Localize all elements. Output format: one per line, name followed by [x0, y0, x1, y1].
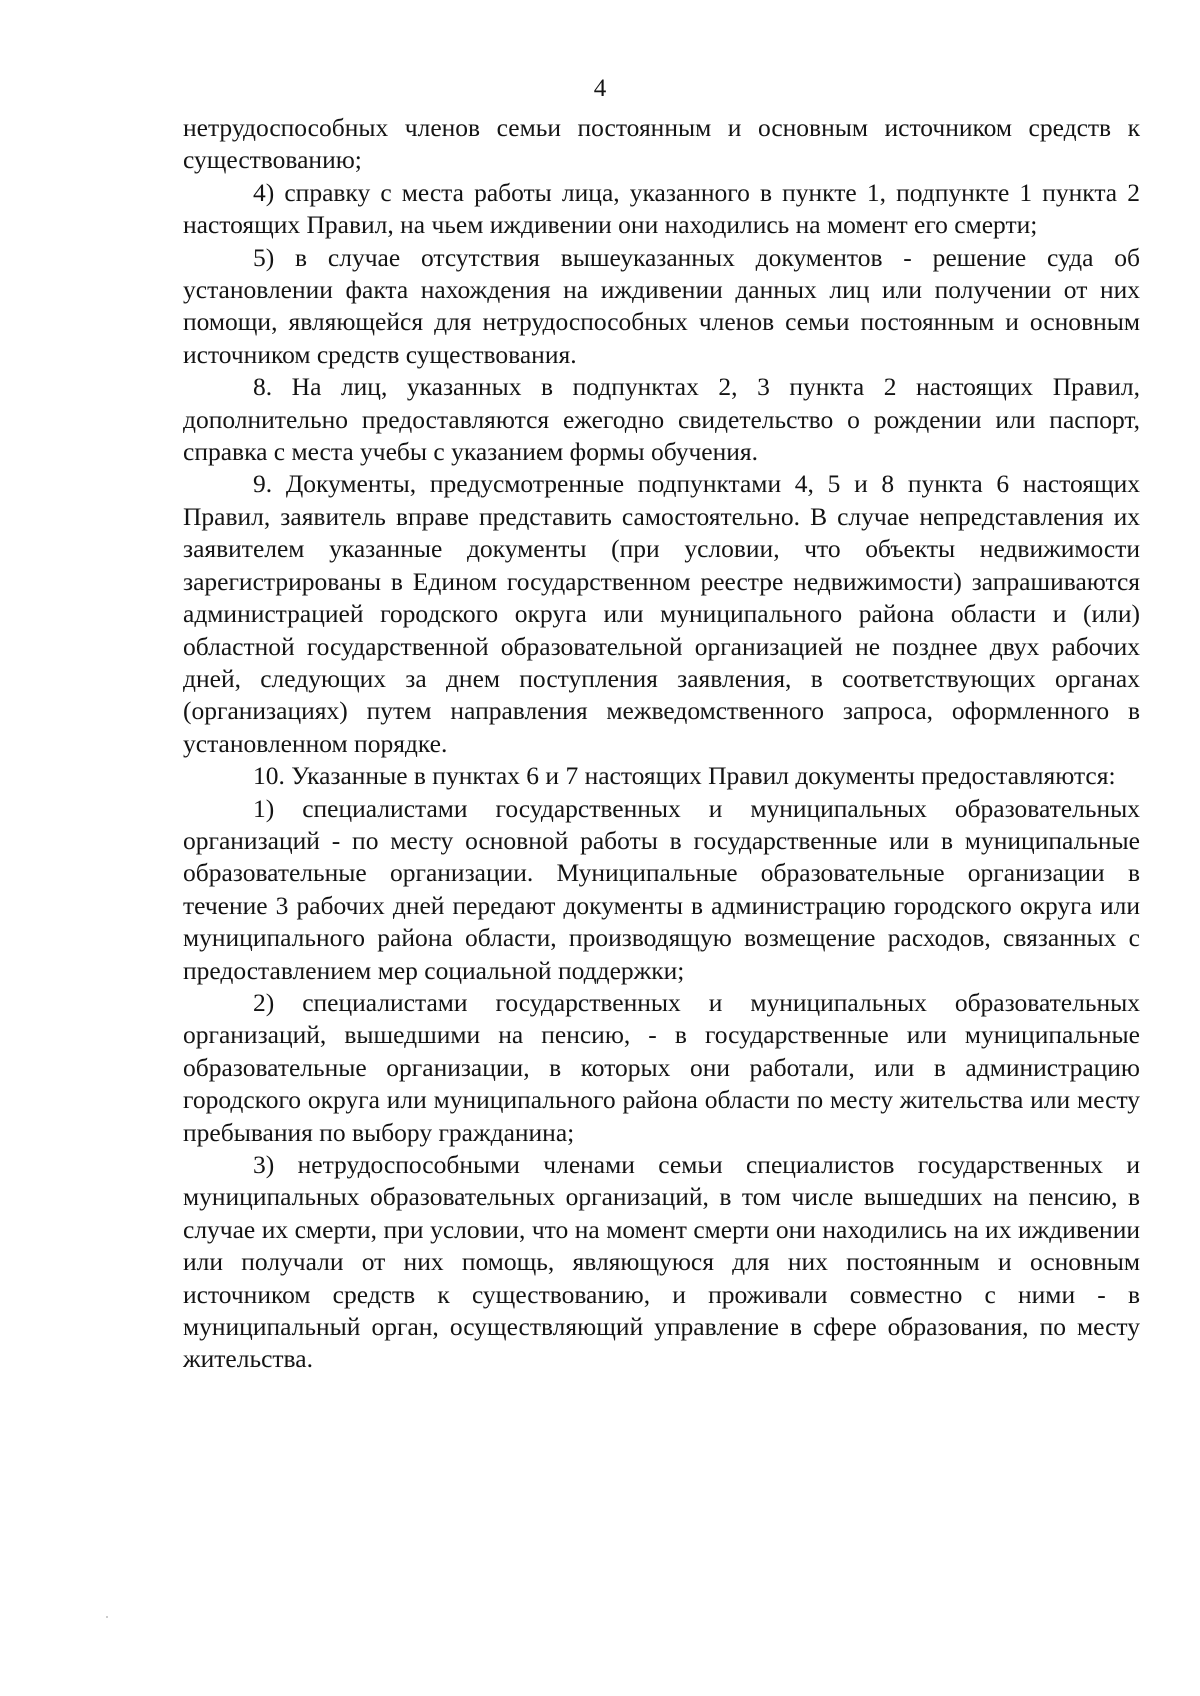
- paragraph-clause-9: 9. Документы, предусмотренные подпунктами 4, 5 и 8 пункта 6 настоящих Правил, заявитель вправе представить самостоятельно. В случае непредставления их заявителем указанные документы (при условии, что объекты недвижимости зарегистрированы в Едином государственном реестре недвижимости) запрашиваются администрацией городского округа или муниципального района области и (или) областной государственной образовательной организацией не позднее двух рабочих дней, следующих за днем поступления заявления, в соответствующих органах (организациях) путем направления межведомственного запроса, оформленного в установленном порядке.: [183, 469, 1140, 758]
- paragraph-continuation: нетрудоспособных членов семьи постоянным и основным источником средств к существованию;: [183, 113, 1140, 175]
- paragraph-clause-10: 10. Указанные в пунктах 6 и 7 настоящих Правил документы предоставляются:: [253, 761, 1116, 791]
- paragraph-subitem-3: 3) нетрудоспособными членами семьи специалистов государственных и муниципальных образовательных организаций, в том числе вышедших на пенсию, в случае их смерти, при условии, что на момент смерти они находились на их иждивении или получали от них помощь, являющуюся для них постоянным и основным источником средств к существованию, и проживали совместно с ними - в муниципальный орган, осуществляющий управление в сфере образования, по месту жительства.: [183, 1150, 1140, 1374]
- page-number: 4: [593, 75, 607, 102]
- paragraph-item-5: 5) в случае отсутствия вышеуказанных документов - решение суда об установлении факта нахождения на иждивении данных лиц или получении от них помощи, являющейся для нетрудоспособных членов семьи постоянным и основным источником средств существования.: [183, 242, 1140, 369]
- paragraph-clause-8: 8. На лиц, указанных в подпунктах 2, 3 пункта 2 настоящих Правил, дополнительно предоставляются ежегодно свидетельство о рождении или паспорт, справка с места учебы с указанием формы обучения.: [183, 372, 1140, 467]
- paragraph-subitem-1: 1) специалистами государственных и муниципальных образовательных организаций - по месту основной работы в государственные или в муниципальные образовательные организации. Муниципальные образовательные организации в течение 3 рабочих дней передают документы в администрацию городского округа или муниципального района области, производящую возмещение расходов, связанных с предоставлением мер социальной поддержки;: [183, 793, 1140, 985]
- scan-speck: [106, 1616, 108, 1618]
- paragraph-item-4: 4) справку с места работы лица, указанного в пункте 1, подпункте 1 пункта 2 настоящих Правил, на чьем иждивении они находились на момент его смерти;: [183, 177, 1140, 240]
- document-body: [183, 112, 1140, 1376]
- paragraph-subitem-2: 2) специалистами государственных и муниципальных образовательных организаций, вышедшими на пенсию, - в государственные или муниципальные образовательные организации, в которых они работали, или в администрацию городского округа или муниципального района области по месту жительства или месту пребывания по выбору гражданина;: [183, 987, 1140, 1147]
